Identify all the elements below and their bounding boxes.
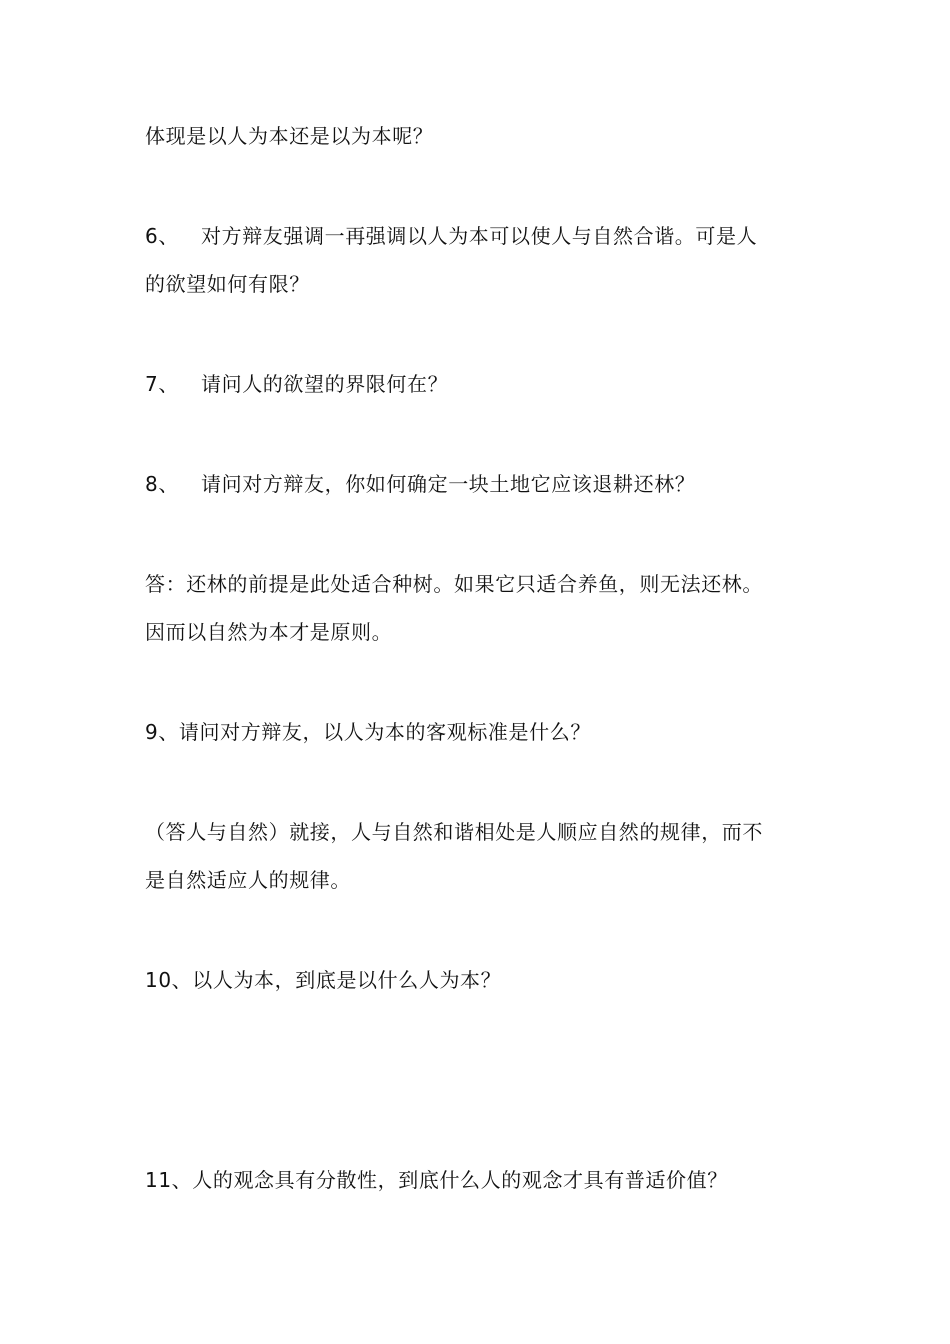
question-9 — [145, 718, 591, 746]
line-text: 9、请问对方辩友，以人为本的客观标准是什么？ — [145, 720, 591, 744]
answer-9-line-1 — [145, 818, 763, 846]
answer-9-line-2 — [145, 866, 351, 894]
answer-8-line-1 — [145, 570, 763, 598]
question-number: 8、 — [145, 472, 179, 496]
line-text: 答：还林的前提是此处适合种树。如果它只适合养鱼，则无法还林。 — [145, 572, 763, 596]
line-text: 11、人的观念具有分散性，到底什么人的观念才具有普适价值？ — [145, 1168, 728, 1192]
question-6-line-2 — [145, 270, 310, 298]
line-text: 因而以自然为本才是原则。 — [145, 620, 393, 644]
line-text: 体现是以人为本还是以为本呢？ — [145, 124, 434, 148]
question-number: 6、 — [145, 224, 179, 248]
question-number: 7、 — [145, 372, 179, 396]
line-text: 是自然适应人的规律。 — [145, 868, 351, 892]
question-6-line-1 — [145, 222, 757, 250]
line-text: 请问人的欲望的界限何在？ — [201, 372, 449, 396]
question-8 — [145, 470, 695, 498]
line-text: 10、以人为本，到底是以什么人为本？ — [145, 968, 502, 992]
line-text: 的欲望如何有限？ — [145, 272, 310, 296]
question-7 — [145, 370, 448, 398]
question-11 — [145, 1166, 728, 1194]
question-10 — [145, 966, 501, 994]
line-text: 对方辩友强调一再强调以人为本可以使人与自然合谐。可是人 — [201, 224, 758, 248]
line-text: （答人与自然）就接，人与自然和谐相处是人顺应自然的规律，而不 — [145, 820, 763, 844]
paragraph-line-continuation — [145, 122, 433, 150]
line-text: 请问对方辩友，你如何确定一块土地它应该退耕还林？ — [201, 472, 696, 496]
answer-8-line-2 — [145, 618, 392, 646]
